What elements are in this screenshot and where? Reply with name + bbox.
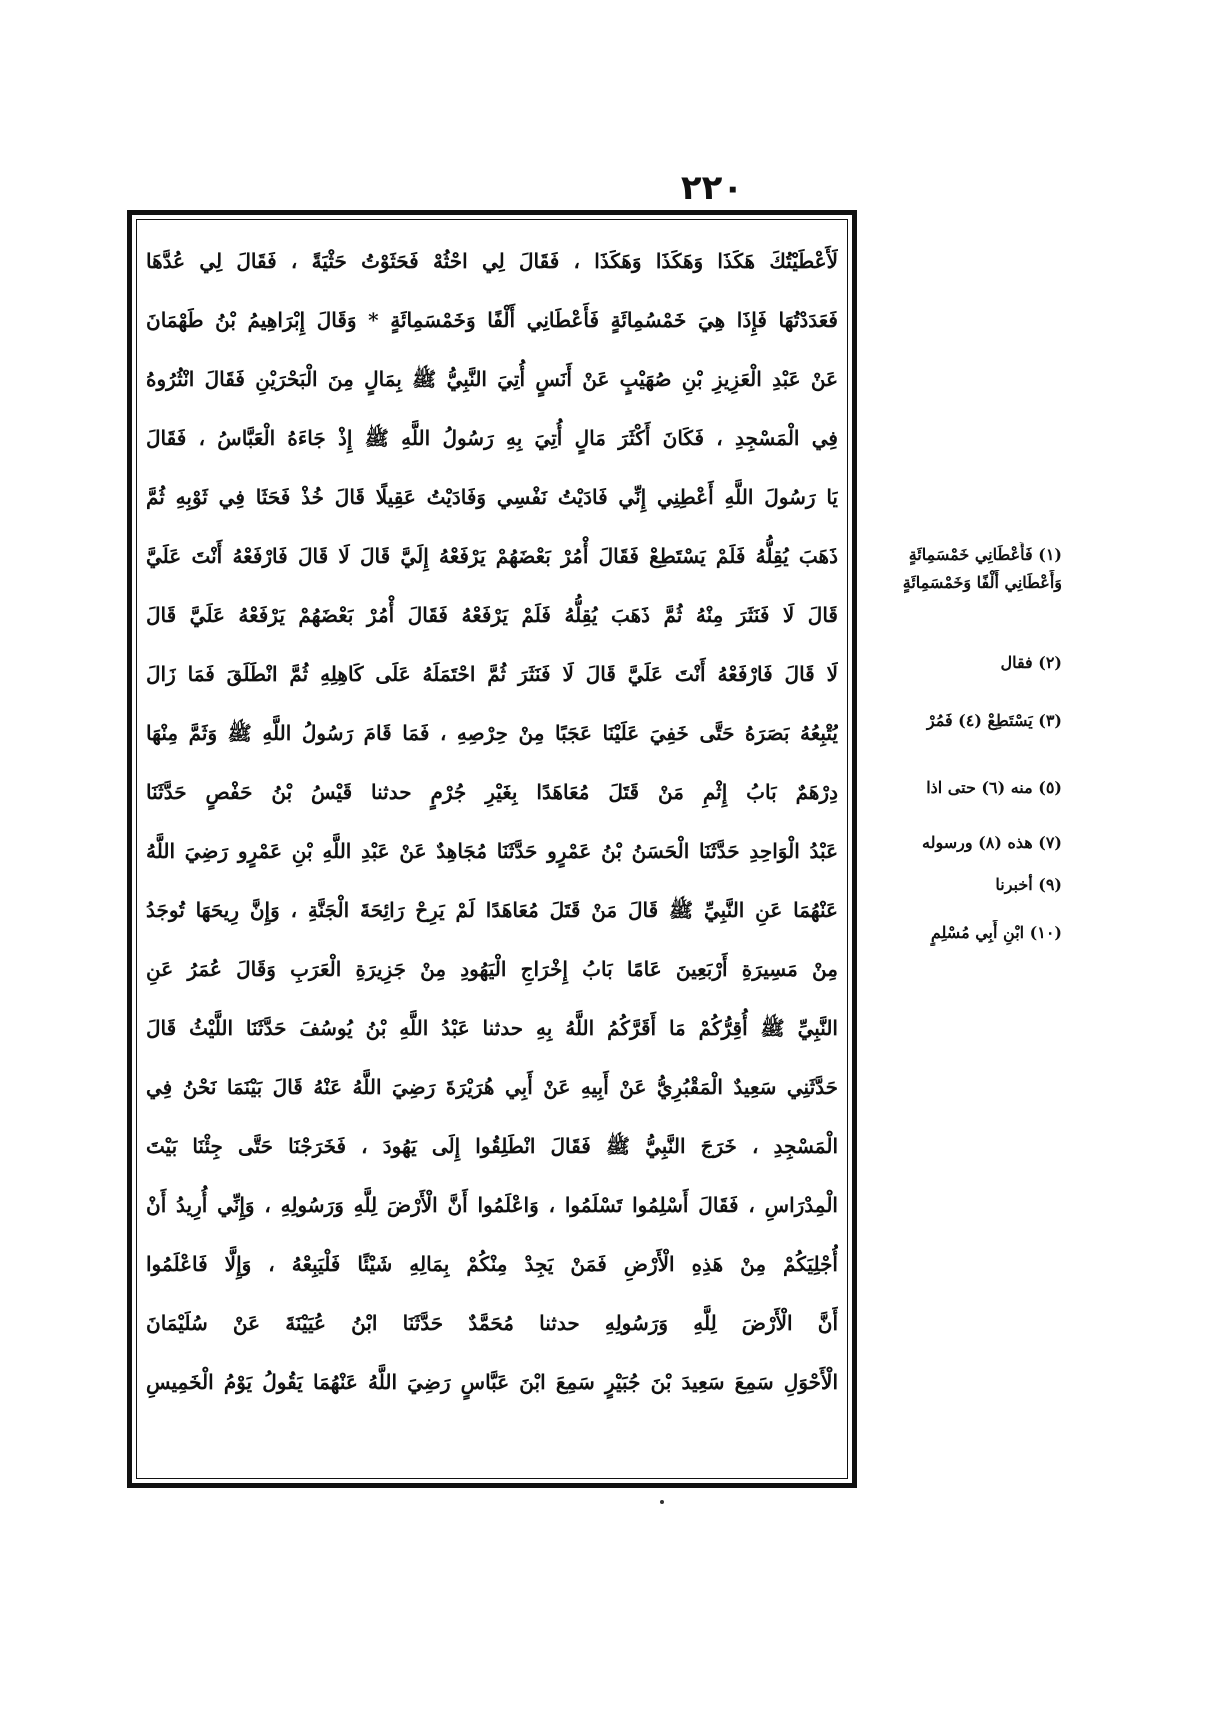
margin-note: (١) فَأَعْطَانِي خَمْسَمِائَةٍ (908, 545, 1062, 564)
text-line: دِرْهَمٌ بَابُ إِثْمِ مَنْ قَتَلَ مُعَاهَدًا بِغَيْرِ جُرْمٍ حدثنا قَيْسُ بْنُ حَفْصٍ حَدَّثَنَا (146, 780, 838, 804)
text-line: عَنْهُمَا عَنِ النَّبِيِّ ﷺ قَالَ مَنْ قَتَلَ مُعَاهَدًا لَمْ يَرِحْ رَائِحَةَ الْجَنَّةِ ، وَإِنَّ رِيحَهَا تُوجَدُ (146, 898, 838, 922)
text-line: الْأَحْوَلِ سَمِعَ سَعِيدَ بْنَ جُبَيْرٍ سَمِعَ ابْنَ عَبَّاسٍ رَضِيَ اللَّهُ عَنْهُمَا يَقُولُ يَوْمُ الْخَمِيسِ (146, 1370, 838, 1394)
margin-note: (٥) منه (٦) حتى اذا (926, 778, 1062, 797)
text-line: حَدَّثَنِي سَعِيدٌ الْمَقْبُرِيُّ عَنْ أَبِيهِ عَنْ أَبِي هُرَيْرَةَ رَضِيَ اللَّهُ عَنْهُ قَالَ بَيْنَمَا نَحْنُ فِي (146, 1075, 838, 1099)
margin-note: (١٠) ابْنِ أَبِي مُسْلِمٍ (930, 923, 1062, 942)
page-number: ٢٢٠ (680, 168, 744, 208)
margin-note: وَأَعْطَانِي أَلْفًا وَخَمْسَمِائَةٍ (902, 573, 1062, 592)
text-line: يَا رَسُولَ اللَّهِ أَعْطِنِي إِنِّي فَادَيْتُ نَفْسِي وَفَادَيْتُ عَقِيلًا قَالَ خُذْ فَحَثَا فِي ثَوْبِهِ ثُمَّ (146, 485, 838, 509)
text-line: يُتْبِعُهُ بَصَرَهُ حَتَّى خَفِيَ عَلَيْنَا عَجَبًا مِنْ حِرْصِهِ ، فَمَا قَامَ رَسُولُ اللَّهِ ﷺ وَثَمَّ مِنْهَا (146, 721, 838, 745)
text-line: لَأَعْطَيْتُكَ هَكَذَا وَهَكَذَا وَهَكَذَا ، فَقَالَ لِي احْثُهْ فَحَثَوْتُ حَثْيَةً ، فَقَالَ لِي عُدَّهَا (146, 249, 838, 273)
text-line: الْمَسْجِدِ ، خَرَجَ النَّبِيُّ ﷺ فَقَالَ انْطَلِقُوا إِلَى يَهُودَ ، فَخَرَجْنَا حَتَّى جِئْنَا بَيْتَ (146, 1134, 838, 1158)
text-line: أُجْلِيَكُمْ مِنْ هَذِهِ الْأَرْضِ فَمَنْ يَجِدْ مِنْكُمْ بِمَالِهِ شَيْئًا فَلْيَبِعْهُ ، وَإِلَّا فَاعْلَمُوا (146, 1252, 838, 1276)
text-line: مِنْ مَسِيرَةِ أَرْبَعِينَ عَامًا بَابُ إِخْرَاجِ الْيَهُودِ مِنْ جَزِيرَةِ الْعَرَبِ وَقَالَ عُمَرُ عَنِ (146, 957, 838, 981)
margin-note: (٢) فقال (1000, 653, 1062, 672)
text-line: الْمِدْرَاسِ ، فَقَالَ أَسْلِمُوا تَسْلَمُوا ، وَاعْلَمُوا أَنَّ الْأَرْضَ لِلَّهِ وَرَسُولِهِ ، وَإِنِّي أُرِيدُ أَنْ (146, 1193, 838, 1217)
main-text-block (146, 232, 838, 1472)
text-line: عَنْ عَبْدِ الْعَزِيزِ بْنِ صُهَيْبٍ عَنْ أَنَسٍ أُتِيَ النَّبِيُّ ﷺ بِمَالٍ مِنَ الْبَحْرَيْنِ فَقَالَ انْثُرُوهُ (146, 367, 838, 391)
text-line: عَبْدُ الْوَاحِدِ حَدَّثَنَا الْحَسَنُ بْنُ عَمْرٍو حَدَّثَنَا مُجَاهِدٌ عَنْ عَبْدِ اللَّهِ بْنِ عَمْرٍو رَضِيَ اللَّهُ (146, 839, 838, 863)
ink-dot (660, 1500, 664, 1504)
text-line: لَا قَالَ فَارْفَعْهُ أَنْتَ عَلَيَّ قَالَ لَا فَنَثَرَ ثُمَّ احْتَمَلَهُ عَلَى كَاهِلِهِ ثُمَّ انْطَلَقَ فَمَا زَالَ (146, 662, 838, 686)
margin-note: (٧) هذه (٨) ورسوله (922, 833, 1062, 852)
text-line: ذَهَبَ يُقِلُّهُ فَلَمْ يَسْتَطِعْ فَقَالَ أْمُرْ بَعْضَهُمْ يَرْفَعْهُ إِلَيَّ قَالَ لَا قَالَ فَارْفَعْهُ أَنْتَ عَلَيَّ (146, 544, 838, 568)
text-line: قَالَ لَا فَنَثَرَ مِنْهُ ثُمَّ ذَهَبَ يُقِلُّهُ فَلَمْ يَرْفَعْهُ فَقَالَ أْمُرْ بَعْضَهُمْ يَرْفَعْهُ عَلَيَّ قَالَ (146, 603, 838, 627)
text-line: فِي الْمَسْجِدِ ، فَكَانَ أَكْثَرَ مَالٍ أُتِيَ بِهِ رَسُولُ اللَّهِ ﷺ إِذْ جَاءَهُ الْعَبَّاسُ ، فَقَالَ (146, 426, 838, 450)
text-line: النَّبِيِّ ﷺ أُقِرُّكُمْ مَا أَقَرَّكُمُ اللَّهُ بِهِ حدثنا عَبْدُ اللَّهِ بْنُ يُوسُفَ حَدَّثَنَا اللَّيْثُ قَالَ (146, 1016, 838, 1040)
text-line: أَنَّ الْأَرْضَ لِلَّهِ وَرَسُولِهِ حدثنا مُحَمَّدٌ حَدَّثَنَا ابْنُ عُيَيْنَةَ عَنْ سُلَيْمَانَ (146, 1311, 838, 1335)
margin-note: (٣) يَسْتَطِعْ (٤) فَمُرْ (926, 711, 1062, 730)
margin-note: (٩) أخبرنا (995, 875, 1062, 894)
text-line: فَعَدَدْتُهَا فَإِذَا هِيَ خَمْسُمِائَةٍ فَأَعْطَانِي أَلْفًا وَخَمْسَمِائَةٍ * وَقَالَ إِبْرَاهِيمُ بْنُ طَهْمَانَ (146, 308, 838, 332)
